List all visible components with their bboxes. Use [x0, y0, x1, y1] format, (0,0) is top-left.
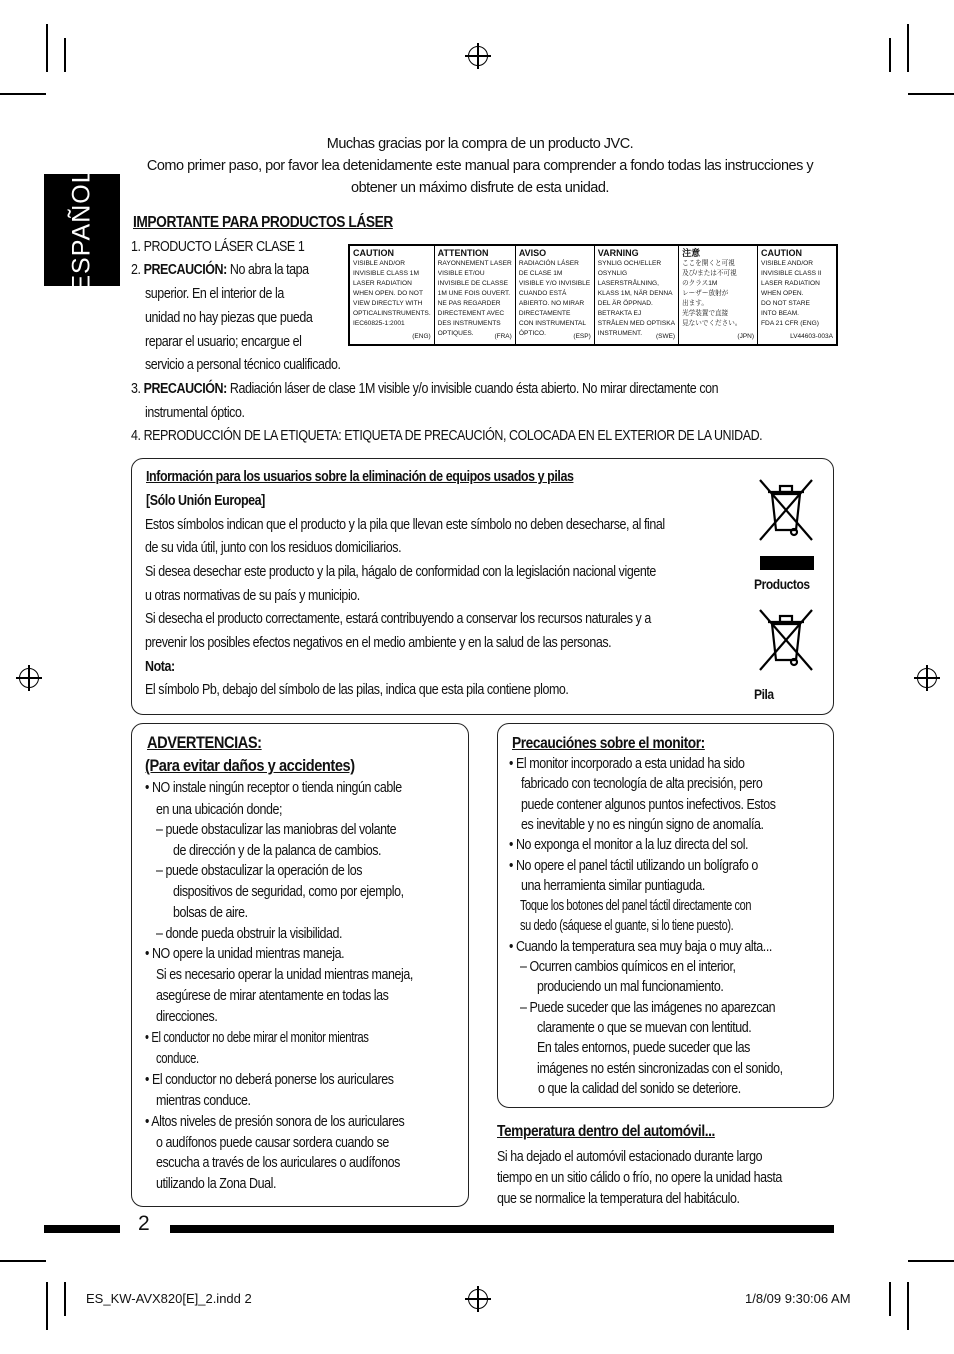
page-number: 2 — [138, 1212, 150, 1235]
intro-line-1: Muchas gracias por la compra de un producto JVC. — [326, 136, 634, 152]
caution-label-cell — [758, 246, 836, 344]
monitor-line: produciendo un mal funcionamiento. — [537, 979, 724, 996]
warnings-line: Si es necesario operar la unidad mientras maneja, — [156, 967, 413, 983]
temperature-text: que se normalice la temperatura del habitáculo. — [497, 1191, 740, 1207]
caution-label-line: DE CLASE 1M — [518, 270, 563, 277]
monitor-line: imágenes no estén sincronizadas con el sonido, — [537, 1060, 783, 1077]
monitor-line: – Ocurren cambios químicos en el interior, — [520, 959, 736, 975]
monitor-line: puede contener algunos puntos inefectivos. Estos — [521, 796, 776, 813]
caution-label-line: DIRECTEMENT AVEC — [437, 310, 505, 317]
crop-mark — [0, 93, 46, 95]
footer-bar-left — [44, 1225, 120, 1233]
caution-label-title: CAUTION — [761, 248, 803, 258]
warnings-line: – puede obstaculizar las maniobras del volante — [156, 822, 397, 838]
caution-label-cell — [350, 246, 435, 344]
warnings-line: bolsas de aire. — [173, 905, 248, 921]
caution-label-line: NE PAS REGARDER — [437, 300, 501, 307]
warnings-line: de dirección y de la palanca de cambios. — [173, 843, 382, 859]
caution-label-line: IEC60825-1:2001 — [353, 320, 405, 327]
warnings-line: • El conductor no debe mirar el monitor mientras — [145, 1030, 369, 1046]
caution-label-cell — [679, 246, 758, 344]
caution-label-line: CUANDO ESTÁ — [518, 290, 567, 297]
caution-label-line: OPTICALINSTRUMENTS. — [353, 310, 431, 317]
disposal-note-label: Nota: — [145, 659, 175, 675]
crop-mark — [46, 24, 48, 72]
warnings-line: • El conductor no deberá ponerse los auriculares — [145, 1072, 394, 1088]
temperature-text: tiempo en un sitio cálido o frío, no opere la unidad hasta — [497, 1170, 782, 1186]
monitor-line: – Puede suceder que las imágenes no aparezcan — [520, 999, 776, 1016]
language-tab — [44, 168, 120, 292]
caution-label-code: (FRA) — [494, 333, 512, 340]
monitor-line: • No opere el panel táctil utilizando un bolígrafo o — [509, 857, 758, 874]
crop-mark — [46, 1282, 48, 1330]
warnings-line: • Altos niveles de presión sonora de los auriculares — [145, 1114, 405, 1130]
caution-label-cell — [595, 246, 679, 344]
pila-label: Pila — [754, 686, 774, 702]
disposal-heading: Información para los usuarios sobre la eliminación de equipos usados y pilas — [146, 469, 574, 485]
caution-label-line: BETRAKTA EJ — [597, 310, 642, 317]
laser-item-2-line: unidad no hay piezas que pueda — [145, 310, 313, 326]
caution-label-line: DES INSTRUMENTS — [437, 320, 501, 327]
caution-label-code: (ESP) — [573, 333, 591, 340]
monitor-line: • No exponga el monitor a la luz directa del sol. — [509, 837, 749, 854]
warnings-line: – puede obstaculizar la operación de los — [156, 863, 363, 879]
temperature-text: Si ha dejado el automóvil estacionado durante largo — [497, 1149, 763, 1165]
caution-label-line: LASER RADIATION — [353, 280, 412, 287]
caution-label-title: CAUTION — [353, 248, 394, 258]
caution-label-line: 出ます。 — [682, 300, 708, 307]
caution-label-code: (JPN) — [737, 333, 755, 340]
caution-label-line: 1M UNE FOIS OUVERT. — [437, 290, 511, 297]
language-tab-label: ESPAÑOL — [67, 168, 96, 292]
footer-date: 1/8/09 9:30:06 AM — [745, 1291, 851, 1306]
crop-mark — [64, 1282, 66, 1316]
registration-mark-icon — [468, 1289, 488, 1309]
monitor-line: o que la calidad del sonido se deteriore. — [538, 1080, 741, 1097]
warnings-subheading: (Para evitar daños y accidentes) — [145, 756, 355, 775]
caution-label-line: 光学装置で直接 — [682, 310, 729, 317]
warnings-line: utilizando la Zona Dual. — [156, 1176, 277, 1192]
laser-item-3: 3. PRECAUCIÓN: Radiación láser de clase 1M visible y/o invisible cuando ésta abierto. No mirar directamente con — [131, 381, 719, 397]
monitor-line: su dedo (sáquese el guante, si lo tiene puesto). — [520, 918, 734, 935]
caution-label-line: LASER RADIATION — [761, 280, 820, 287]
caution-label-line: DIRECTAMENTE — [518, 310, 571, 317]
warnings-line: asegúrese de mirar atentamente en todas las — [156, 988, 389, 1004]
monitor-line: • El monitor incorporado a esta unidad ha sido — [509, 756, 745, 772]
caution-label-line: KLASS 1M, NÄR DENNA — [597, 290, 673, 297]
disposal-text: de su vida útil, junto con los residuos domiciliarios. — [145, 540, 402, 556]
caution-label-line: VISIBLE AND/OR — [353, 260, 406, 267]
caution-label-code: LV44603-003A — [790, 333, 833, 340]
caution-label-line: INVISIBLE CLASS 1M — [353, 270, 419, 277]
monitor-line: claramente o que se muevan con lentitud. — [537, 1019, 752, 1036]
caution-label-cell — [435, 246, 516, 344]
caution-label-line: のクラス1M — [682, 280, 718, 287]
caution-label-line: RADIACIÓN LÁSER — [518, 260, 579, 267]
caution-label-line: ABIERTO. NO MIRAR — [518, 300, 585, 307]
caution-label-line: VISIBLE AND/OR — [761, 260, 814, 267]
caution-label-title: 注意 — [682, 248, 701, 258]
caution-label-line: INVISIBLE CLASS II — [761, 270, 822, 277]
footer-bar-right — [170, 1225, 834, 1233]
intro-line-3: obtener un máximo disfrute de esta unidad. — [351, 180, 609, 196]
disposal-text: Estos símbolos indican que el producto y la pila que llevan este símbolo no deben desecharse, al final — [145, 517, 665, 533]
crop-mark — [907, 24, 909, 72]
registration-mark-icon — [19, 668, 39, 688]
monitor-heading: Precauciónes sobre el monitor: — [512, 735, 705, 752]
warnings-line: o audífonos puede causar sordera cuando se — [156, 1135, 389, 1151]
disposal-text: u otras normativas de su país y municipio. — [145, 588, 360, 604]
caution-label-line: CON INSTRUMENTAL — [518, 320, 587, 327]
monitor-line: una herramienta similar puntiaguda. — [521, 877, 705, 894]
caution-label-cell — [516, 246, 595, 344]
caution-label-line: LASERSTRÅLNING, — [597, 280, 659, 287]
caution-label-line: 見ないでください。 — [682, 320, 742, 327]
caution-label-line: INVISIBLE DE CLASSE — [437, 280, 509, 287]
warnings-heading: ADVERTENCIAS: — [147, 733, 262, 752]
laser-item-3-line: instrumental óptico. — [145, 405, 245, 421]
disposal-eu: [Sólo Unión Europea] — [146, 493, 265, 509]
intro-line-2: Como primer paso, por favor lea detenidamente este manual para comprender a fondo todas las instrucciones y — [146, 158, 814, 174]
crop-mark — [64, 38, 66, 72]
caution-label-line: OPTIQUES. — [437, 330, 474, 337]
caution-label-title: VARNING — [597, 248, 639, 258]
laser-heading: IMPORTANTE PARA PRODUCTOS LÁSER — [133, 214, 393, 231]
disposal-note: El símbolo Pb, debajo del símbolo de las pilas, indica que esta pila contiene plomo. — [145, 682, 569, 698]
warnings-line: mientras conduce. — [156, 1093, 251, 1109]
caution-label-line: VISIBLE Y/O INVISIBLE — [518, 280, 591, 287]
disposal-text: Si desecha el producto correctamente, estará contribuyendo a conservar los recursos naturales y a — [145, 611, 651, 627]
caution-label-line: レーザー放射が — [682, 290, 729, 297]
caution-label — [348, 244, 838, 346]
caution-label-line: 及び/または不可視 — [682, 270, 737, 277]
caution-label-code: (SWE) — [655, 333, 676, 340]
crop-mark — [908, 93, 954, 95]
caution-label-title: ATTENTION — [437, 248, 489, 258]
footer-file: ES_KW-AVX820[E]_2.indd 2 — [86, 1291, 252, 1306]
monitor-line: fabricado con tecnología de alta precisión, pero — [521, 776, 763, 793]
caution-label-line: VISIBLE ET/OU — [437, 270, 485, 277]
crossed-bin-product-icon — [756, 476, 816, 572]
crop-mark — [907, 1282, 909, 1330]
caution-label-line: OSYNLIG — [597, 270, 628, 277]
warnings-line: conduce. — [156, 1051, 199, 1067]
crop-mark — [889, 1282, 891, 1316]
caution-label-line: WHEN OPEN. — [761, 290, 804, 297]
temperature-heading: Temperatura dentro del automóvil... — [497, 1123, 715, 1140]
monitor-line: Toque los botones del panel táctil directamente con — [520, 898, 752, 915]
caution-label-title: AVISO — [518, 248, 547, 258]
caution-label-line: RAYONNEMENT LASER — [437, 260, 512, 267]
productos-label: Productos — [754, 576, 810, 592]
caution-label-line: DO NOT STARE — [761, 300, 810, 307]
registration-mark-icon — [917, 668, 937, 688]
laser-item-2: 2. PRECAUCIÓN: No abra la tapa — [131, 262, 309, 278]
laser-item-4: 4. REPRODUCCIÓN DE LA ETIQUETA: ETIQUETA DE PRECAUCIÓN, COLOCADA EN EL EXTERIOR DE LA UNIDAD. — [131, 428, 763, 444]
laser-item-2-line: superior. En el interior de la — [145, 286, 284, 302]
monitor-line: • Cuando la temperatura sea muy baja o muy alta... — [509, 938, 772, 955]
crossed-bin-battery-icon — [756, 606, 816, 672]
caution-label-line: FDA 21 CFR (ENG) — [761, 320, 819, 327]
disposal-text: Si desea desechar este producto y la pila, hágalo de conformidad con la legislación nacional vigente — [145, 564, 656, 580]
caution-label-line: WHEN OPEN. DO NOT — [353, 290, 423, 297]
warnings-line: • NO instale ningún receptor o tienda ningún cable — [145, 780, 402, 796]
caution-label-line: STRÅLEN MED OPTISKA — [597, 320, 676, 327]
caution-label-code: (ENG) — [412, 333, 431, 340]
crop-mark — [0, 1260, 46, 1262]
registration-mark-icon — [468, 46, 488, 66]
warnings-line: dispositivos de seguridad, como por ejemplo, — [173, 884, 404, 900]
crop-mark — [889, 38, 891, 72]
caution-label-line: DEL ÄR ÖPPNAD. — [597, 300, 653, 307]
warnings-line: escucha a través de los auriculares o audífonos — [156, 1155, 400, 1171]
laser-item-1: 1. PRODUCTO LÁSER CLASE 1 — [131, 239, 305, 255]
laser-item-2-line: servicio a personal técnico cualificado. — [145, 357, 341, 373]
laser-item-2-line: reparar el usuario; encargue el — [145, 334, 302, 350]
caution-label-line: VIEW DIRECTLY WITH — [353, 300, 423, 307]
warnings-line: – donde pueda obstruir la visibilidad. — [156, 926, 343, 942]
warnings-line: direcciones. — [156, 1009, 218, 1025]
warnings-line: • NO opere la unidad mientras maneja. — [145, 946, 345, 962]
warnings-line: en una ubicación donde; — [156, 802, 283, 818]
crop-mark — [908, 1260, 954, 1262]
caution-label-line: SYNLIG OCH/ELLER — [597, 260, 662, 267]
disposal-text: prevenir los posibles efectos negativos en el medio ambiente y en la salud de las personas. — [145, 635, 612, 651]
monitor-line: es inevitable y no es ningún signo de anomalía. — [521, 816, 764, 833]
monitor-line: En tales entornos, puede suceder que las — [537, 1040, 750, 1057]
caution-label-line: INSTRUMENT. — [597, 330, 643, 337]
caution-label-line: ここを開くと可視 — [682, 260, 735, 267]
caution-label-line: ÓPTICO. — [518, 330, 546, 337]
caution-label-line: INTO BEAM. — [761, 310, 800, 317]
